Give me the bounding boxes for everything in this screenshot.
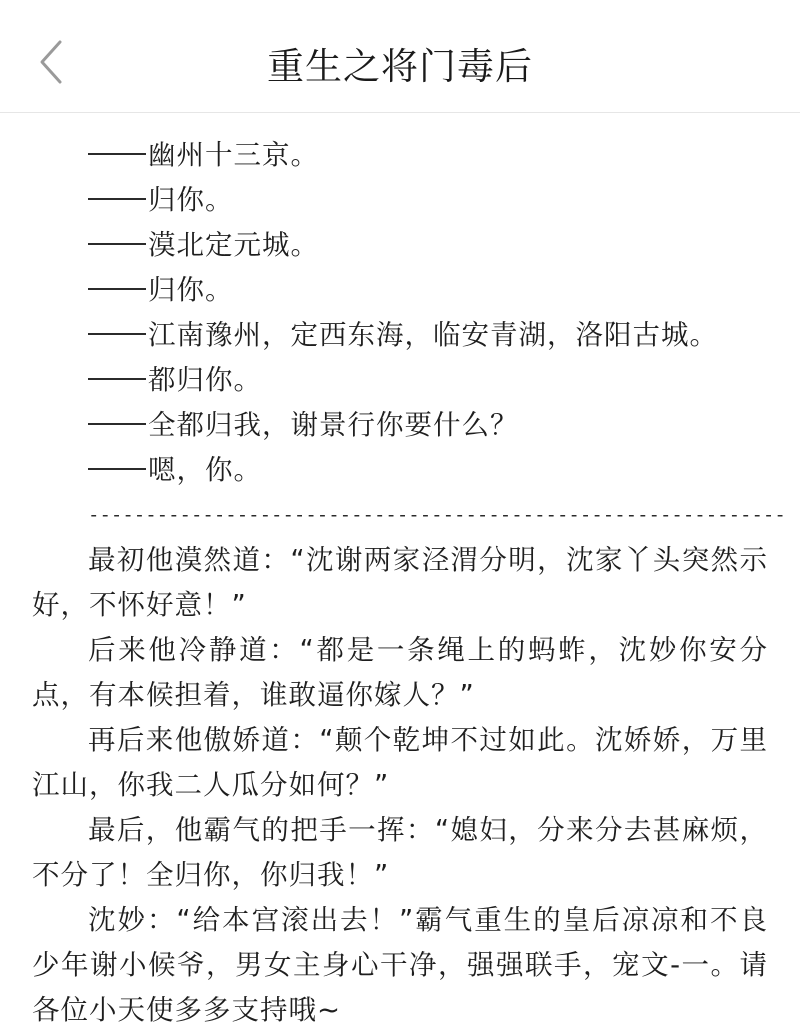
synopsis-paragraph: 最初他漠然道：“沈谢两家泾渭分明，沈家丫头突然示好，不怀好意！” (32, 544, 768, 621)
dialogue-line: 归你。 (32, 268, 768, 313)
dialogue-line: 归你。 (32, 178, 768, 223)
synopsis-paragraph: 后来他冷静道：“都是一条绳上的蚂蚱，沈妙你安分点，有本候担着，谁敢逼你嫁人？” (32, 634, 768, 711)
dialogue-line: 江南豫州，定西东海，临安青湖，洛阳古城。 (32, 313, 768, 358)
section-divider: ------------------------------------------------------------- (88, 504, 786, 526)
em-dash (88, 333, 146, 335)
em-dash (88, 153, 146, 155)
synopsis-paragraph: 再后来他傲娇道：“颠个乾坤不过如此。沈娇娇，万里江山，你我二人瓜分如何？” (32, 724, 768, 801)
dialogue-line: 嗯，你。 (32, 448, 768, 493)
synopsis-paragraph: 最后，他霸气的把手一挥：“媳妇，分来分去甚麻烦，不分了！全归你，你归我！” (32, 814, 768, 891)
em-dash (88, 378, 146, 380)
book-content (0, 113, 800, 1033)
top-bar (0, 0, 800, 113)
dialogue-line: 漠北定元城。 (32, 223, 768, 268)
em-dash (88, 288, 146, 290)
synopsis-paragraph: 沈妙：“给本宫滚出去！”霸气重生的皇后凉凉和不良少年谢小候爷，男女主身心干净，强强联手，宠文-一。请各位小天使多多支持哦~ (32, 904, 768, 1026)
em-dash (88, 243, 146, 245)
em-dash (88, 468, 146, 470)
em-dash (88, 198, 146, 200)
dialogue-line: 都归你。 (32, 358, 768, 403)
page-title: 重生之将门毒后 (267, 45, 533, 88)
dialogue-line: 幽州十三京。 (32, 133, 768, 178)
dialogue-line: 全都归我，谢景行你要什么？ (32, 403, 768, 448)
em-dash (88, 423, 146, 425)
